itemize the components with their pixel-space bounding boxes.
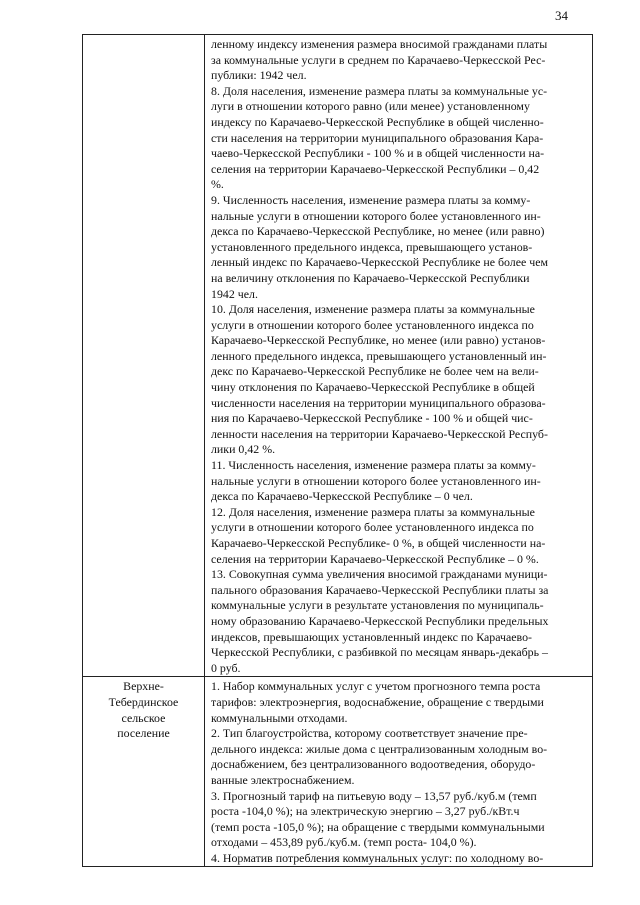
text-line: доснабжением, без централизованного водоотведения, оборудо-: [211, 757, 536, 772]
text-line: Карачаево-Черкесской Республике- 0 %, в общей численности на-: [211, 536, 546, 550]
text-line: декс по Карачаево-Черкесской Республике не более чем на вели-: [211, 364, 539, 379]
text-line: декса по Карачаево-Черкесской Республике, но менее (или равно): [211, 224, 545, 239]
text-line: 3. Прогнозный тариф на питьевую воду – 13,57 руб./куб.м (темп: [211, 788, 537, 803]
text-line: селения на территории Карачаево-Черкесской Республики – 0,42: [211, 161, 540, 176]
text-line: услуги в отношении которого более установленного индекса по: [211, 520, 534, 535]
text-line: 1942 чел.: [211, 286, 258, 301]
text-line: луги в отношении которого равно (или менее) установленному: [211, 99, 530, 114]
text-line: чаево-Черкесской Республики - 100 % и в общей численности на-: [211, 146, 545, 161]
text-line: ния по Карачаево-Черкесской Республике - 100 % и общей чис-: [211, 411, 533, 426]
text-line: Карачаево-Черкесской Республике, но менее (или равно) установ-: [211, 333, 546, 348]
text-line: 12. Доля населения, изменение размера платы за коммунальные: [211, 504, 535, 519]
text-line: отходами – 453,89 руб./куб.м. (темп роста- 104,0 %).: [211, 835, 477, 850]
text-line: индексу по Карачаево-Черкесской Республике в общей численно-: [211, 114, 544, 129]
content-cell: [205, 677, 593, 867]
text-line: пального образования Карачаево-Черкесской Республики платы за: [211, 582, 549, 597]
text-line: чину отклонения по Карачаево-Черкесской Республике в общей: [211, 380, 535, 395]
table-row: [83, 677, 593, 867]
text-line: 1. Набор коммунальных услуг с учетом прогнозного темпа роста: [211, 679, 541, 694]
district-cell: [83, 677, 205, 867]
table-row: [83, 35, 593, 677]
text-line: коммунальные услуги в результате установления по муниципаль-: [211, 598, 544, 613]
text-line: ленному индексу изменения размера вносимой гражданами платы: [211, 37, 548, 51]
text-line: селения на территории Карачаево-Черкесской Республике – 0 %.: [211, 551, 539, 566]
text-line: за коммунальные услуги в среднем по Карачаево-Черкесской Рес-: [211, 52, 546, 67]
text-line: дельного индекса: жилые дома с централизованным холодным во-: [211, 741, 548, 756]
text-line: (темп роста -105,0 %); на обращение с твердыми коммунальными: [211, 819, 545, 834]
text-line: роста -104,0 %); на электрическую энергию – 3,27 руб./кВт.ч: [211, 804, 520, 819]
text-line: 11. Численность населения, изменение размера платы за комму-: [211, 458, 536, 473]
text-line: лики 0,42 %.: [211, 442, 276, 457]
text-line: индексов, превышающих установленный индекс по Карачаево-: [211, 629, 532, 644]
text-line: сти населения на территории муниципального образования Кара-: [211, 130, 544, 145]
document-table: [82, 34, 593, 867]
text-line: на величину отклонения по Карачаево-Черкесской Республики: [211, 270, 530, 285]
text-line: декса по Карачаево-Черкесской Республике – 0 чел.: [211, 489, 473, 504]
district-name-line: Верхне-: [123, 679, 164, 694]
text-line: 2. Тип благоустройства, которому соответствует значение пре-: [211, 726, 528, 741]
text-line: 10. Доля населения, изменение размера платы за коммунальные: [211, 302, 535, 317]
text-line: %.: [211, 177, 224, 192]
district-cell: [83, 35, 205, 677]
text-line: Черкесской Республики, с разбивкой по месяцам январь-декабрь –: [211, 645, 548, 660]
text-line: тарифов: электроэнергия, водоснабжение, обращение с твердыми: [211, 694, 544, 709]
text-line: услуги в отношении которого более установленного индекса по: [211, 317, 534, 332]
text-line: 0 руб.: [211, 660, 241, 675]
text-line: 13. Совокупная сумма увеличения вносимой гражданами муници-: [211, 567, 548, 582]
text-line: 4. Норматив потребления коммунальных услуг: по холодному во-: [211, 850, 544, 865]
text-line: коммунальными отходами.: [211, 710, 348, 725]
text-line: ленный индекс по Карачаево-Черкесской Республике не более чем: [211, 255, 549, 270]
text-line: численности населения на территории муниципального образова-: [211, 395, 546, 410]
district-name-line: Тебердинское: [108, 694, 179, 709]
text-line: ленности населения на территории Карачаево-Черкесской Респуб-: [211, 426, 548, 441]
district-name-line: сельское: [121, 710, 166, 725]
text-line: публики: 1942 чел.: [211, 68, 307, 83]
text-line: 9. Численность населения, изменение размера платы за комму-: [211, 192, 531, 207]
text-line: нальные услуги в отношении которого более установленного ин-: [211, 473, 541, 488]
text-line: 8. Доля населения, изменение размера платы за коммунальные ус-: [211, 83, 548, 98]
district-name-line: поселение: [117, 726, 170, 741]
text-line: нальные услуги в отношении которого более установленного ин-: [211, 208, 541, 223]
text-line: ванные электроснабжением.: [211, 772, 355, 787]
content-cell: [205, 35, 593, 677]
text-line: ленного предельного индекса, превышающего установленный ин-: [211, 348, 547, 363]
text-line: установленного предельного индекса, превышающего установ-: [211, 239, 533, 254]
page-number: 34: [555, 8, 568, 23]
text-line: ному образованию Карачаево-Черкесской Республики предельных: [211, 613, 549, 628]
